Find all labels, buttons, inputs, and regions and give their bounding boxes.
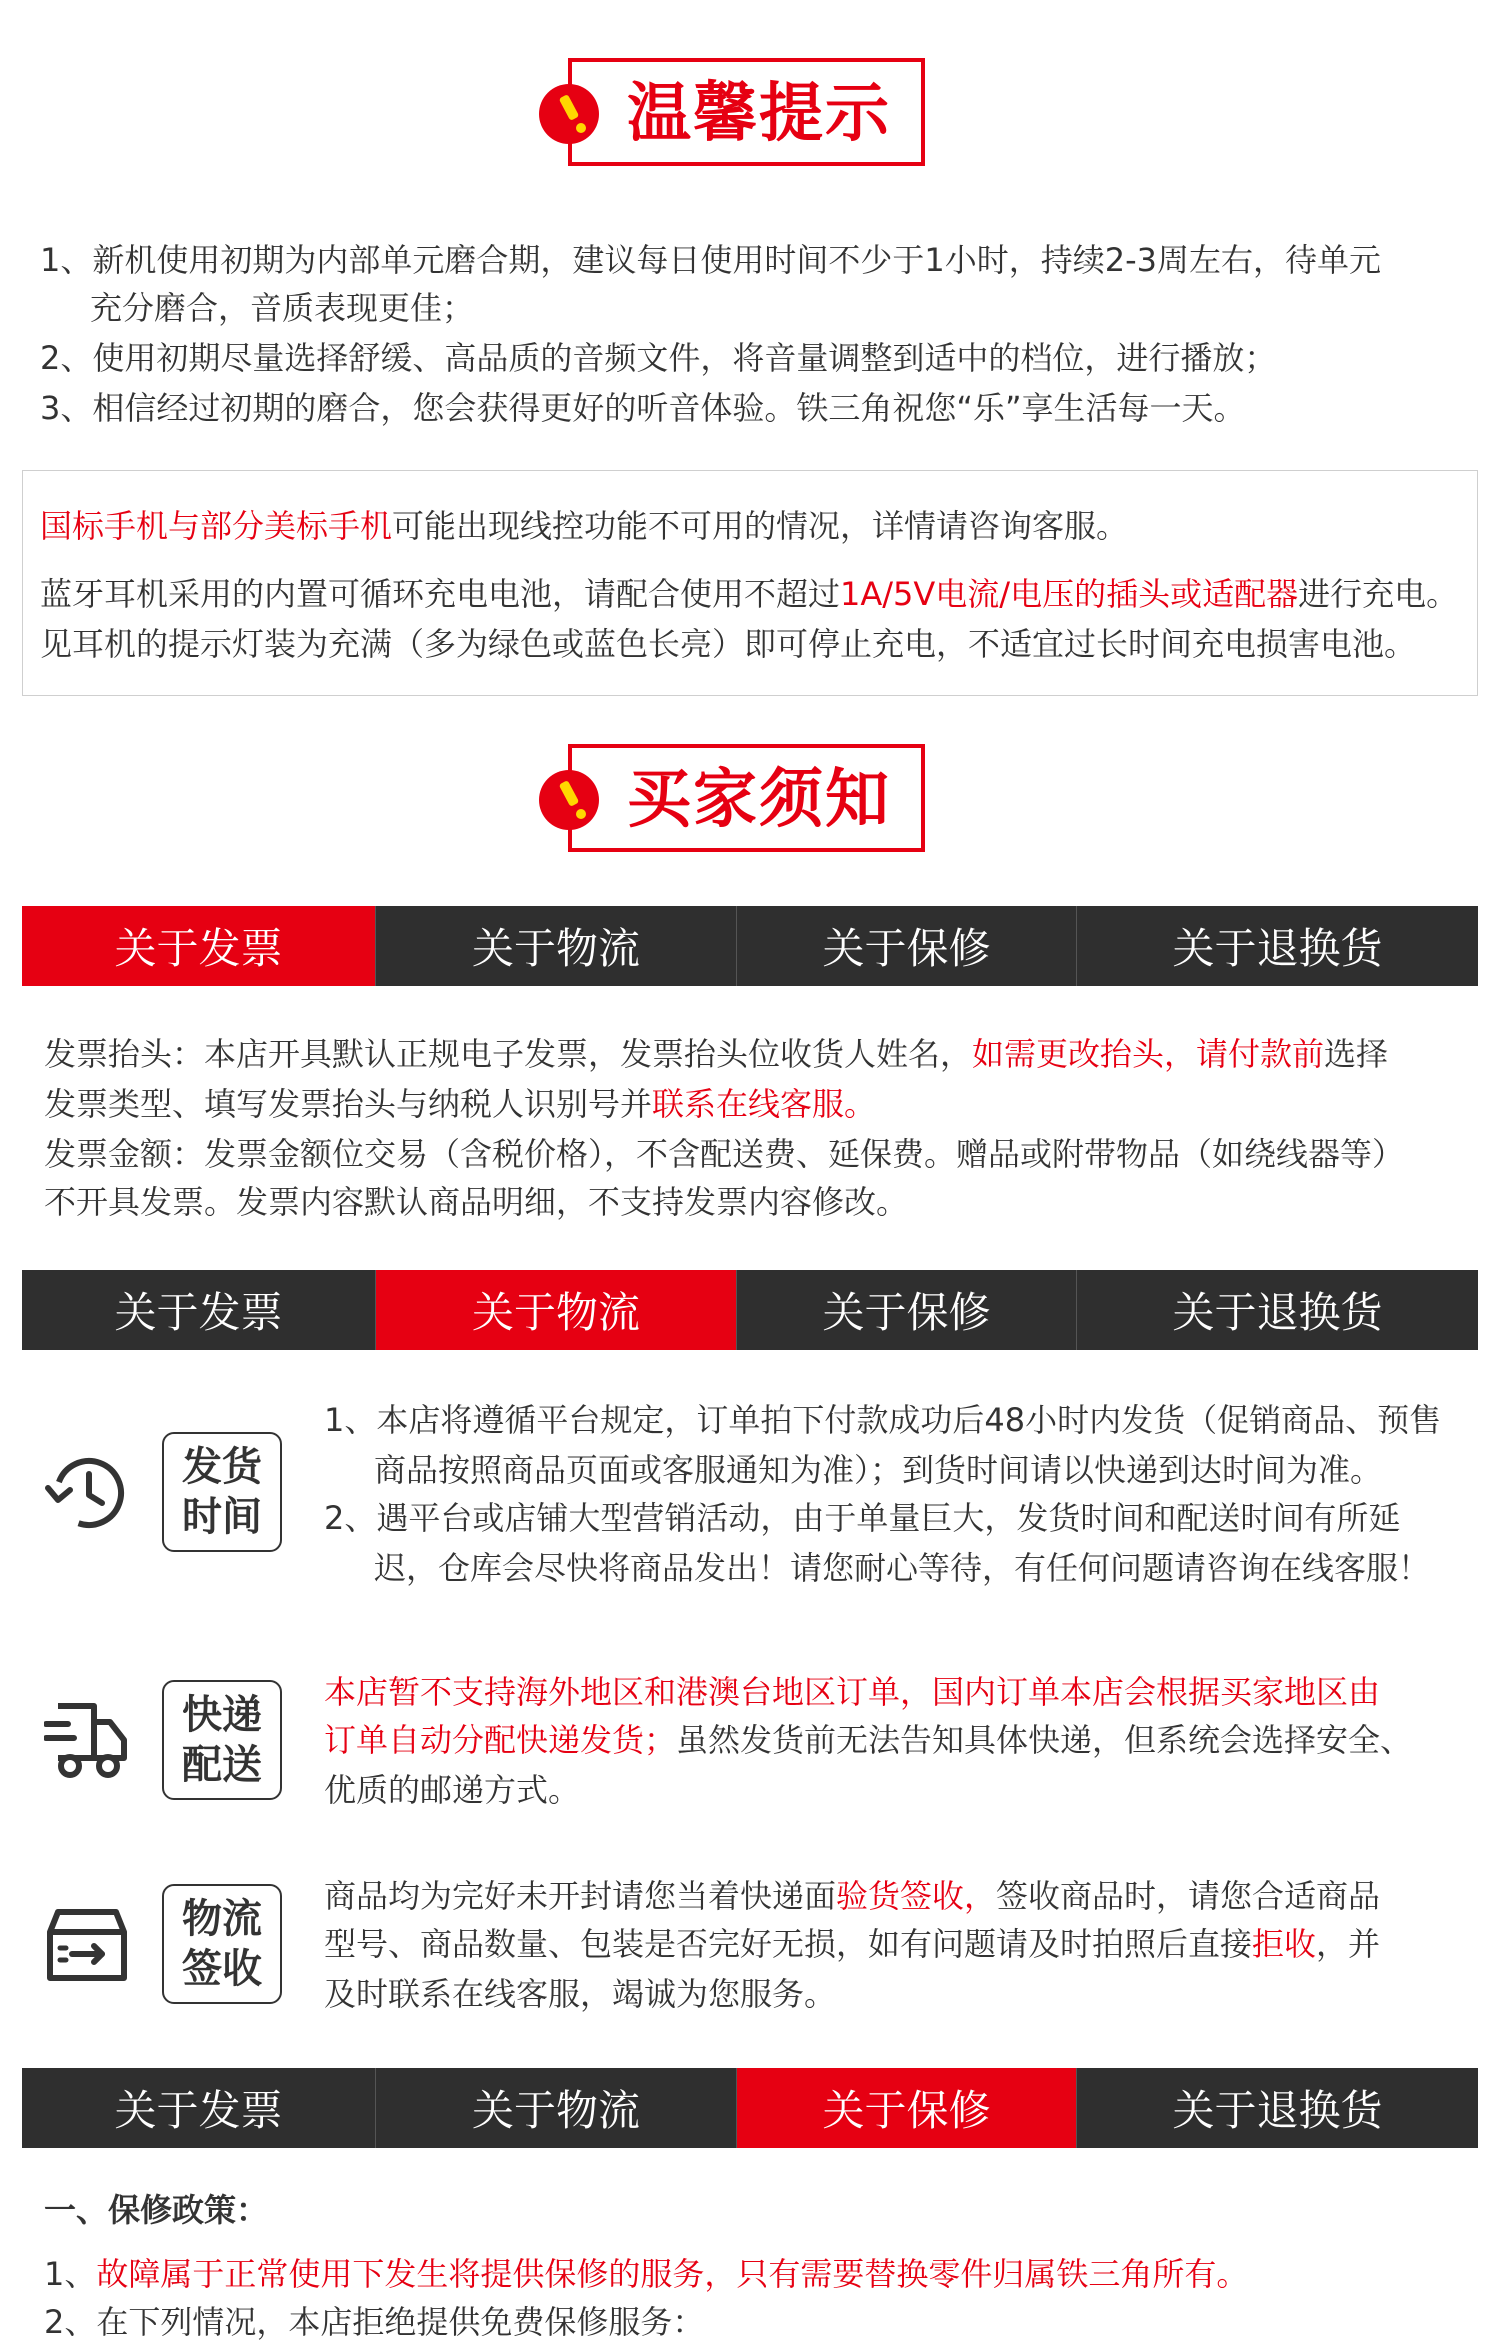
invoice-line-4: 不开具发票。发票内容默认商品明细，不支持发票内容修改。 xyxy=(44,1183,909,1221)
warranty-line-2: 2、在下列情况，本店拒绝提供免费保修服务： xyxy=(44,2303,705,2341)
ship-line-2: 商品按照商品页面或客服通知为准）；到货时间请以快递到达时间为准。 xyxy=(374,1451,1383,1489)
buyer-heading xyxy=(568,744,925,852)
delivery-line-3: 优质的邮递方式。 xyxy=(324,1771,581,1809)
exclamation-icon xyxy=(539,84,599,144)
tips-heading xyxy=(568,58,925,166)
notice-line-3: 见耳机的提示灯装为充满（多为绿色或蓝色长亮）即可停止充电，不适宜过长时间充电损害电池。 xyxy=(40,625,1417,663)
sign-line-1: 商品均为完好未开封请您当着快递面验货签收，签收商品时，请您合适商品 xyxy=(324,1877,1381,1915)
tips-line-1-cont: 充分磨合，音质表现更佳； xyxy=(90,289,475,327)
exclamation-icon xyxy=(539,770,599,830)
tab-logistics[interactable]: 关于物流 xyxy=(376,1270,737,1350)
tab-logistics[interactable]: 关于物流 xyxy=(376,2068,737,2148)
tab-invoice[interactable]: 关于发票 xyxy=(22,906,376,986)
ship-line-4: 迟，仓库会尽快将商品发出！请您耐心等待，有任何问题请咨询在线客服！ xyxy=(374,1549,1431,1587)
tab-return[interactable]: 关于退换货 xyxy=(1077,2068,1478,2148)
tab-warranty[interactable]: 关于保修 xyxy=(737,2068,1077,2148)
invoice-line-1: 发票抬头：本店开具默认正规电子发票，发票抬头位收货人姓名，如需更改抬头，请付款前选择 xyxy=(44,1035,1389,1073)
ship-time-label: 发货 时间 xyxy=(162,1432,282,1552)
sign-label: 物流 签收 xyxy=(162,1884,282,2004)
tips-heading-text: 温馨提示 xyxy=(627,77,891,151)
notice-line-1: 国标手机与部分美标手机可能出现线控功能不可用的情况，详情请咨询客服。 xyxy=(40,507,1129,545)
tab-return[interactable]: 关于退换货 xyxy=(1077,906,1478,986)
buyer-heading-text: 买家须知 xyxy=(627,763,891,837)
tips-line-1: 1、新机使用初期为内部单元磨合期，建议每日使用时间不少于1小时，持续2-3周左右，待单元 xyxy=(40,241,1381,279)
invoice-line-2: 发票类型、填写发票抬头与纳税人识别号并联系在线客服。 xyxy=(44,1085,877,1123)
delivery-line-1: 本店暂不支持海外地区和港澳台地区订单，国内订单本店会根据买家地区由 xyxy=(324,1673,1381,1711)
tips-line-2: 2、使用初期尽量选择舒缓、高品质的音频文件，将音量调整到适中的档位，进行播放； xyxy=(40,339,1277,377)
tab-warranty[interactable]: 关于保修 xyxy=(737,906,1077,986)
delivery-label: 快递 配送 xyxy=(162,1680,282,1800)
tips-line-3: 3、相信经过初期的磨合，您会获得更好的听音体验。铁三角祝您“乐”享生活每一天。 xyxy=(40,389,1246,427)
clock-arrow-icon xyxy=(44,1450,130,1536)
tab-invoice[interactable]: 关于发票 xyxy=(22,1270,376,1350)
ship-line-1: 1、本店将遵循平台规定，订单拍下付款成功后48小时内发货（促销商品、预售 xyxy=(324,1401,1442,1439)
warranty-line-1: 1、故障属于正常使用下发生将提供保修的服务，只有需要替换零件归属铁三角所有。 xyxy=(44,2255,1249,2293)
tab-warranty[interactable]: 关于保修 xyxy=(737,1270,1077,1350)
invoice-line-3: 发票金额：发票金额位交易（含税价格），不含配送费、延保费。赠品或附带物品（如绕线器等） xyxy=(44,1135,1405,1173)
sign-line-3: 及时联系在线客服，竭诚为您服务。 xyxy=(324,1975,837,2013)
tab-bar-logistics xyxy=(22,1270,1478,1350)
ship-line-3: 2、遇平台或店铺大型营销活动，由于单量巨大，发货时间和配送时间有所延 xyxy=(324,1499,1401,1537)
tab-logistics[interactable]: 关于物流 xyxy=(376,906,737,986)
delivery-truck-icon xyxy=(44,1696,130,1782)
sign-line-2: 型号、商品数量、包装是否完好无损，如有问题请及时拍照后直接拒收，并 xyxy=(324,1925,1381,1963)
tab-bar-warranty xyxy=(22,2068,1478,2148)
delivery-line-2: 订单自动分配快递发货；虽然发货前无法告知具体快递，但系统会选择安全、 xyxy=(324,1721,1413,1759)
tab-return[interactable]: 关于退换货 xyxy=(1077,1270,1478,1350)
warranty-title: 一、保修政策： xyxy=(44,2191,269,2229)
tab-invoice[interactable]: 关于发票 xyxy=(22,2068,376,2148)
tab-bar-invoice xyxy=(22,906,1478,986)
package-box-icon xyxy=(44,1902,130,1988)
notice-line-2: 蓝牙耳机采用的内置可循环充电电池，请配合使用不超过1A/5V电流/电压的插头或适配器进行充电。 xyxy=(40,575,1459,613)
